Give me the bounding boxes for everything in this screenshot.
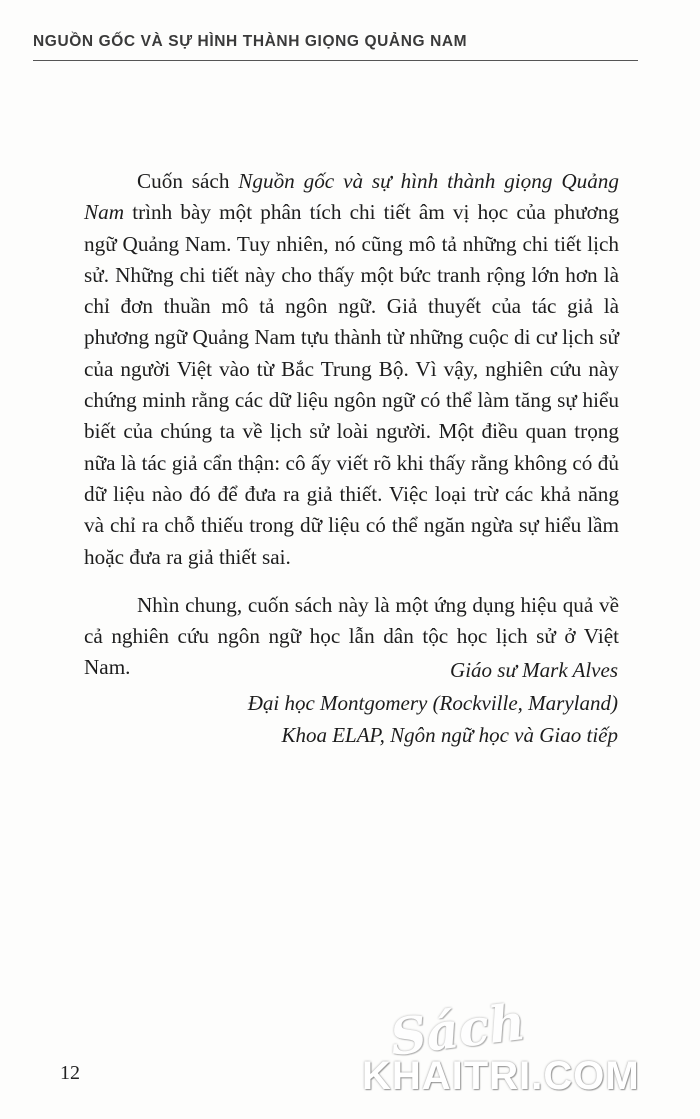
body-text [84,166,619,684]
paragraph-1-lead: Cuốn sách [137,169,239,193]
watermark-script: Sách [386,991,529,1068]
running-header-title: NGUỒN GỐC VÀ SỰ HÌNH THÀNH GIỌNG QUẢNG NAM [33,33,468,50]
book-title: Nguồn gốc và sự hình thành giọng Quảng Nam [84,169,619,225]
signature-block [198,654,618,752]
watermark-logo [362,992,682,1102]
signature-institution: Đại học Montgomery (Rockville, Maryland) [247,690,618,715]
paragraph-2: Nhìn chung, cuốn sách này là một ứng dụng hiệu quả về cả nghiên cứu ngôn ngữ học lẫn dân tộc học lịch sử ở Việt Nam. [84,592,619,680]
paragraph-1 [84,166,619,573]
header-rule [33,60,638,61]
page-number: 12 [60,1062,80,1084]
signature-department: Khoa ELAP, Ngôn ngữ học và Giao tiếp [281,723,618,747]
signature-name: Giáo sư Mark Alves [450,658,618,682]
paragraph-1-rest: trình bày một phân tích chi tiết âm vị học của phương ngữ Quảng Nam. Tuy nhiên, nó cũng mô tả những chi tiết lịch sử. Những chi tiết này cho thấy một bức tranh rộng lớn hơn là chỉ đơn thuần mô tả ngôn ngữ. Giả thuyết của tác giả là phương ngữ Quảng Nam tựu thành từ những cuộc di cư lịch sử của người Việt vào từ Bắc Trung Bộ. Vì vậy, nghiên cứu này chứng minh rằng các dữ liệu ngôn ngữ có thể làm tăng sự hiểu biết của chúng ta về lịch sử loài người. Một điều quan trọng nữa là tác giả cẩn thận: cô ấy viết rõ khi thấy rằng không có đủ dữ liệu nào đó để đưa ra giả thiết. Việc loại trừ các khả năng và chỉ ra chỗ thiếu trong dữ liệu có thể ngăn ngừa sự hiểu lầm hoặc đưa ra giả thiết sai. [84,200,619,569]
watermark-brand: KHAITRI.COM [362,1054,640,1098]
